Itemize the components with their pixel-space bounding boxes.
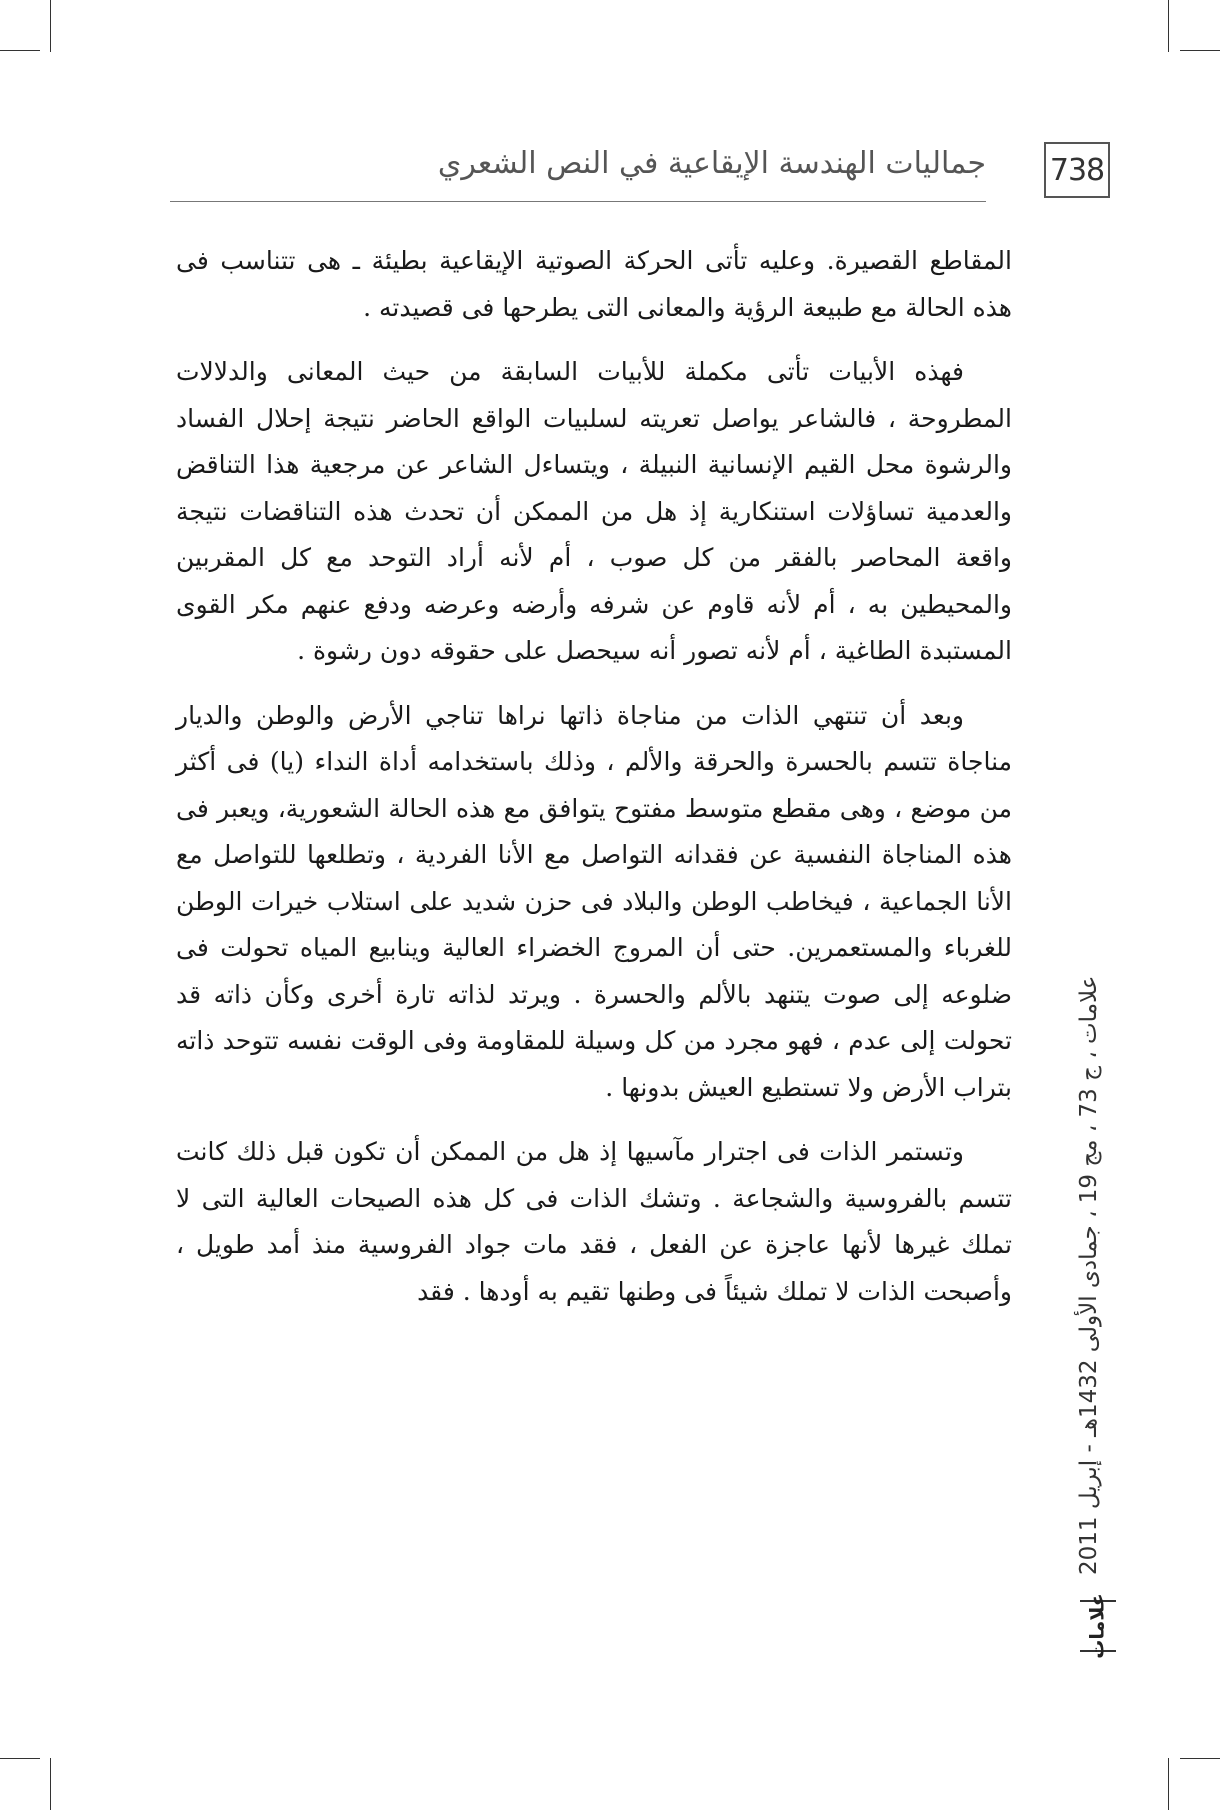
paragraph: وتستمر الذات فى اجترار مآسيها إذ هل من الممكن أن تكون قبل ذلك كانت تتسم بالفروسية والشجاعة . وتشك الذات فى كل هذه الصيحات العالية التى لا تملك غيرها لأنها عاجزة عن الفعل ، فقد مات جواد الفروسية منذ أمد طويل ، وأصبحت الذات لا تملك شيئاً فى وطنها تقيم به أودها . فقد	[176, 1137, 1012, 1306]
crop-mark	[1180, 50, 1220, 51]
running-title: جماليات الهندسة الإيقاعية في النص الشعري	[437, 146, 986, 181]
crop-mark	[0, 1758, 40, 1759]
crop-mark	[50, 0, 51, 52]
journal-logo-text: علامات	[1087, 1593, 1109, 1659]
journal-logo	[1080, 1593, 1116, 1659]
page-number: 738	[1044, 142, 1110, 198]
journal-info-text: علامات ، ج 73 ، مج 19 ، جمادى الأولى 1432هـ - إبريل 2011	[1076, 975, 1102, 1575]
crop-mark	[1180, 1758, 1220, 1759]
crop-mark	[50, 1758, 51, 1810]
paragraph: فهذه الأبيات تأتى مكملة للأبيات السابقة من حيث المعانى والدلالات المطروحة ، فالشاعر يواصل تعريته لسلبيات الواقع الحاضر نتيجة إحلال الفساد والرشوة محل القيم الإنسانية النبيلة ، ويتساءل الشاعر عن مرجعية هذا التناقض والعدمية تساؤلات استنكارية إذ هل من الممكن أن تحدث هذه التناقضات نتيجة واقعة المحاصر بالفقر من كل صوب ، أم لأنه أراد التوحد مع كل المقربين والمحيطين به ، أم لأنه قاوم عن شرفه وأرضه وعرضه ودفع عنهم مكر القوى المستبدة الطاغية ، أم لأنه تصور أنه سيحصل على حقوقه دون رشوة .	[176, 357, 1012, 665]
paragraph: المقاطع القصيرة. وعليه تأتى الحركة الصوتية الإيقاعية بطيئة ـ هى تتناسب فى هذه الحالة مع طبيعة الرؤية والمعانى التى يطرحها فى قصيدته .	[176, 246, 1012, 322]
crop-mark	[1168, 0, 1169, 52]
paragraph: وبعد أن تنتهي الذات من مناجاة ذاتها نراها تناجي الأرض والوطن والديار مناجاة تتسم بالحسرة والحرقة والألم ، وذلك باستخدامه أداة النداء (يا) فى أكثر من موضع ، وهى مقطع متوسط مفتوح يتوافق مع هذه الحالة الشعورية، ويعبر فى هذه المناجاة النفسية عن فقدانه التواصل مع الأنا الفردية ، وتطلعها للتواصل مع الأنا الجماعية ، فيخاطب الوطن والبلاد فى حزن شديد على استلاب خيرات الوطن للغرباء والمستعمرين. حتى أن المروج الخضراء العالية وينابيع المياه تحولت فى ضلوعه إلى صوت يتنهد بالألم والحسرة . ويرتد لذاته تارة أخرى وكأن ذاته قد تحولت إلى عدم ، فهو مجرد من كل وسيلة للمقاومة وفى الوقت نفسه تتوحد ذاته بتراب الأرض ولا تستطيع العيش بدونها .	[176, 700, 1012, 1102]
article-body	[176, 238, 1012, 1333]
crop-mark	[1168, 1758, 1169, 1810]
crop-mark	[0, 50, 40, 51]
header-divider	[170, 201, 986, 202]
